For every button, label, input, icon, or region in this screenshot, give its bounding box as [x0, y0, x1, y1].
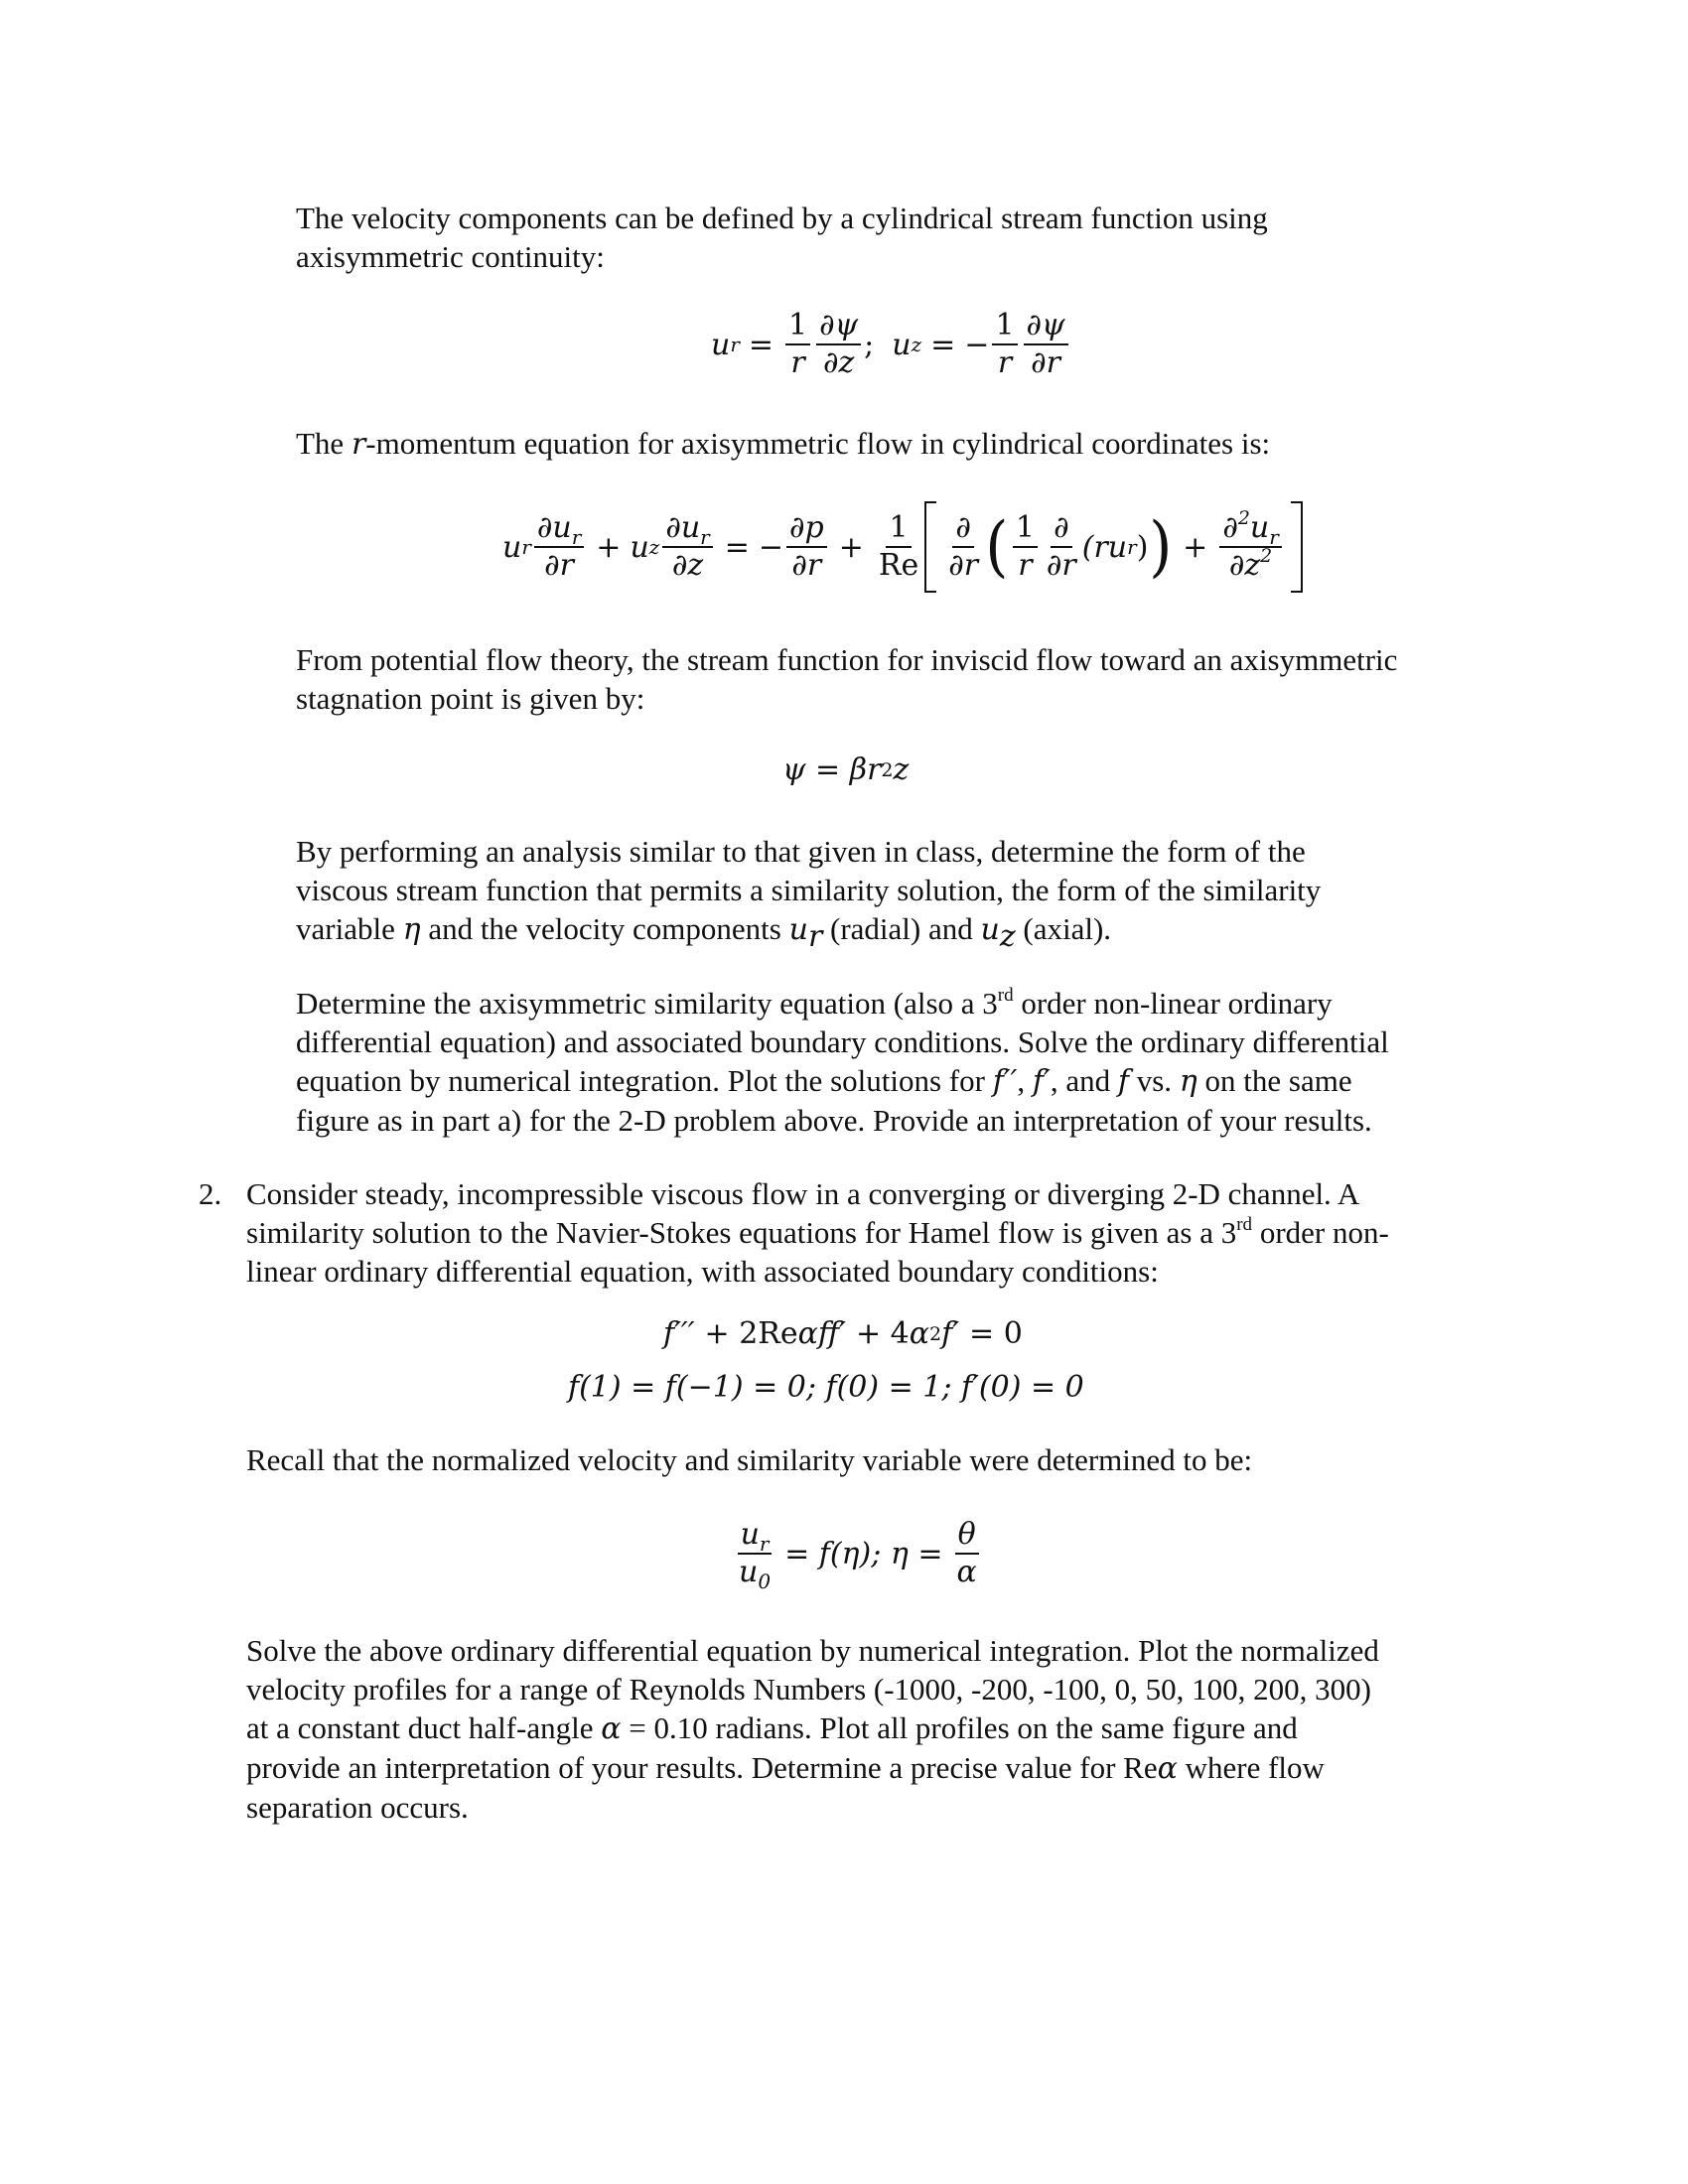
fraction-dur-dz: $\frac{\partial u_r}{\partial z}$: [662, 512, 712, 582]
solve-paragraph: Solve the above ordinary differential equation by numerical integration. Plot the normalized velocity profiles for a range of Reynolds Numbers (-1000, -200, -100, 0, 50, 100, 200, 300) at a constant duct half-angle α = 0.10 radians. Plot all profiles on the same figure and provide an interpretation of your results. Determine a precise value for Reα where flow separation occurs.: [246, 1633, 1379, 1825]
potential-paragraph: From potential flow theory, the stream function for inviscid flow toward an axisymmetric stagnation point is given by:: [296, 642, 1398, 716]
boundary-conditions: f(1) = f(−1) = 0; f(0) = 1; f′(0) = 0: [568, 1370, 1084, 1405]
velocity-equation: u r = $\frac{1}{r}$ $\frac{\partial\psi}{\partial z}$ ; u z = − $\frac{1}{r}$ $\frac{\partial\psi}{\partial r}$: [711, 310, 1071, 379]
intro-line-2: axisymmetric continuity:: [296, 239, 605, 274]
intro-paragraph: [296, 199, 1268, 276]
fraction-dur-dr: $\frac{\partial u_r}{\partial r}$: [534, 512, 584, 582]
normalized-equation: $\frac{u_r}{u_0}$ = f(η); η = $\frac{\theta}{\alpha}$: [733, 1519, 983, 1588]
fraction-theta-alpha: $\frac{\theta}{\alpha}$: [956, 1517, 977, 1589]
equals-sign: =: [930, 327, 956, 362]
determine-paragraph: Determine the axisymmetric similarity equation (also a 3rd order non-linear ordinary differential equation) and associated boundary conditions. Solve the ordinary differential equation by numerical integration. Plot the solutions for f′′, f′, and f vs. η on the same figure as in part a) for the 2-D problem above. Provide an interpretation of your results.: [296, 985, 1389, 1138]
rmomentum-paragraph: The r-momentum equation for axisymmetric flow in cylindrical coordinates is:: [296, 426, 1271, 462]
problem-number: 2.: [199, 1176, 222, 1211]
fraction-one-over-re: $\frac{1}{Re}$: [878, 510, 919, 583]
recall-paragraph: Recall that the normalized velocity and similarity variable were determined to be:: [246, 1442, 1253, 1477]
fraction-ur-u0: $\frac{u_r}{u_0}$: [739, 1517, 772, 1593]
fraction-one-over-r: $\frac{1}{r}$: [785, 310, 810, 379]
fraction-d-dr-inner: $\frac{\partial}{\partial r}$: [1046, 510, 1076, 583]
minus-sign: −: [964, 327, 990, 362]
fraction-d-dr: $\frac{\partial}{\partial r}$: [948, 510, 979, 583]
right-bracket: [1291, 501, 1303, 593]
left-paren: (: [985, 508, 1009, 585]
semicolon: ;: [864, 327, 875, 362]
r-variable: r: [351, 427, 366, 462]
uz-symbol: u: [892, 327, 912, 362]
fraction-one-over-r: $\frac{1}{r}$: [1013, 512, 1038, 582]
analysis-paragraph: By performing an analysis similar to that given in class, determine the form of the viscous stream function that permits a similarity solution, the form of the similarity variable η and the velocity components $u_r$ (radial) and $u_z$ (axial).: [296, 834, 1322, 954]
fraction-dp-dr: $\frac{\partial p}{\partial r}$: [786, 512, 827, 582]
ur-symbol: u: [711, 327, 731, 362]
hamel-equation: f′′′ + 2Re α ff′ + 4 α 2 f′ = 0: [663, 1316, 1023, 1351]
equals-sign: =: [748, 327, 774, 362]
problem2-paragraph: Consider steady, incompressible viscous flow in a converging or diverging 2-D channel. A similarity solution to the Navier-Stokes equations for Hamel flow is given as a 3rd order non- linear ordinary differential equation, with associated boundary conditions:: [246, 1176, 1389, 1289]
intro-line-1: The velocity components can be defined by a cylindrical stream function using: [296, 201, 1268, 235]
left-bracket: [924, 501, 936, 593]
psi-equation: ψ = βr 2 z: [782, 752, 910, 787]
right-paren: ): [1149, 508, 1173, 585]
momentum-equation: u r $\frac{\partial u_r}{\partial r}$ + u z $\frac{\partial u_r}{\partial z}$ = − $\frac{\partial p}{\partial r}$ + $\frac{1}{Re}$ $\frac{\partial}{\partial r}$ ( $\frac{1}{r}$ $\frac{\partial}{\partial r}$ (ru r ) ) + $\frac{\partial^2u_r}{\partial z^2}$: [502, 501, 1303, 593]
fraction-one-over-r: $\frac{1}{r}$: [992, 310, 1017, 379]
fraction-d2ur-dz2: $\frac{\partial^2u_r}{\partial z^2}$: [1219, 512, 1282, 582]
fraction-dpsi-dr: $\frac{\partial\psi}{\partial r}$: [1024, 310, 1068, 379]
fraction-dpsi-dz: $\frac{\partial\psi}{\partial z}$: [816, 310, 861, 379]
